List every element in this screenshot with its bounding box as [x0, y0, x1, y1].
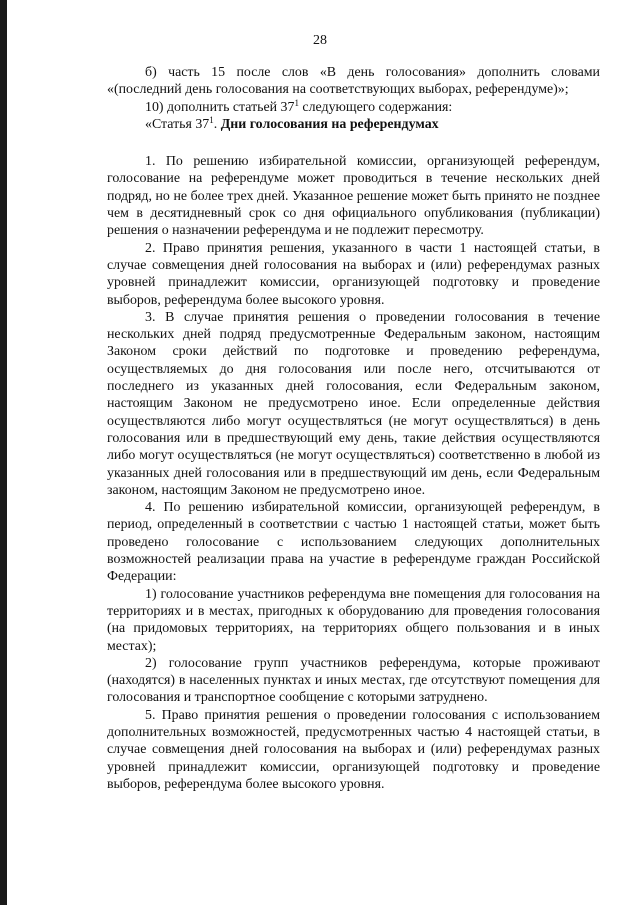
paragraph-2: 2. Право принятия решения, указанного в части 1 настоящей статьи, в случае совмещения дней голосования на выборах и (или) референдумах разных уровней принадлежит комиссии, организующей подготовку и проведение выборов, референдума более высокого уровня. — [107, 240, 600, 308]
article-superscript: 1 — [209, 114, 214, 125]
item-10-text: 10) дополнить статьей 37 — [145, 99, 295, 115]
paragraph-3: 3. В случае принятия решения о проведении голосования в течение нескольких дней подряд предусмотренные Федеральным законом, настоящим Законом сроки действий по подготовке и проведению референдума, осуществляемых до дня голосования или после него, отсчитываются от последнего из указанных дней голосования, если Федеральным законом, настоящим Законом не предусмотрено иное. Если определенные действия осуществляются либо могут осуществляться (не могут осуществляться) в день голосования или в предшествующий ему день, такие действия осуществляются либо могут осуществляться (не могут осуществляться) соответственно в любой из указанных дней голосования или в предшествующий им день, если Федеральным законом, настоящим Законом не предусмотрено иное. — [107, 309, 600, 498]
item-10-text-end: следующего содержания: — [298, 99, 453, 115]
paragraph-1: 1. По решению избирательной комиссии, организующей референдум, голосование на референдуме может проводиться в течение нескольких дней подряд, но не более трех дней. Указанное решение может быть принято не позднее чем в десятидневный срок со дня официального опубликования (публикации) решения о назначении референдума и не подлежит пересмотру. — [107, 154, 600, 239]
scan-left-edge — [0, 0, 7, 905]
article-number: «Статья 37 — [145, 116, 210, 132]
article-heading — [107, 116, 600, 133]
paragraph-5: 5. Право принятия решения о проведении голосования с использованием дополнительных возможностей, предусмотренных частью 4 настоящей статьи, в случае совмещения дней голосования на выборах и (или) референдумах разных уровней принадлежит комиссии, организующей подготовку и проведение выборов, референдума более высокого уровня. — [107, 707, 600, 792]
document-body — [107, 64, 600, 793]
article-title: Дни голосования на референдумах — [220, 116, 439, 132]
article-separator: . — [213, 116, 221, 132]
paragraph-4-item-2: 2) голосование групп участников референдума, которые проживают (находятся) в населенных пунктах и иных местах, где отсутствуют помещения для голосования и транспортное сообщение с которыми затруднено. — [107, 655, 600, 706]
paragraph-4-item-1: 1) голосование участников референдума вне помещения для голосования на территориях и в местах, пригодных к оборудованию для проведения голосования (на придомовых территориях, на территориях общего пользования и в иных местах); — [107, 586, 600, 654]
item-10-superscript: 1 — [294, 97, 299, 108]
page-number: 28 — [313, 33, 327, 48]
amendment-part-15: б) часть 15 после слов «В день голосования» дополнить словами «(последний день голосования на соответствующих выборах, референдуме)»; — [107, 65, 600, 98]
heading-spacer — [107, 133, 600, 153]
amendment-item-10 — [107, 99, 600, 116]
paragraph-4: 4. По решению избирательной комиссии, организующей референдум, в период, определенный в соответствии с частью 1 настоящей статьи, может быть проведено голосование с использованием следующих дополнительных возможностей реализации права на участие в референдуме граждан Российской Федерации: — [107, 500, 600, 585]
